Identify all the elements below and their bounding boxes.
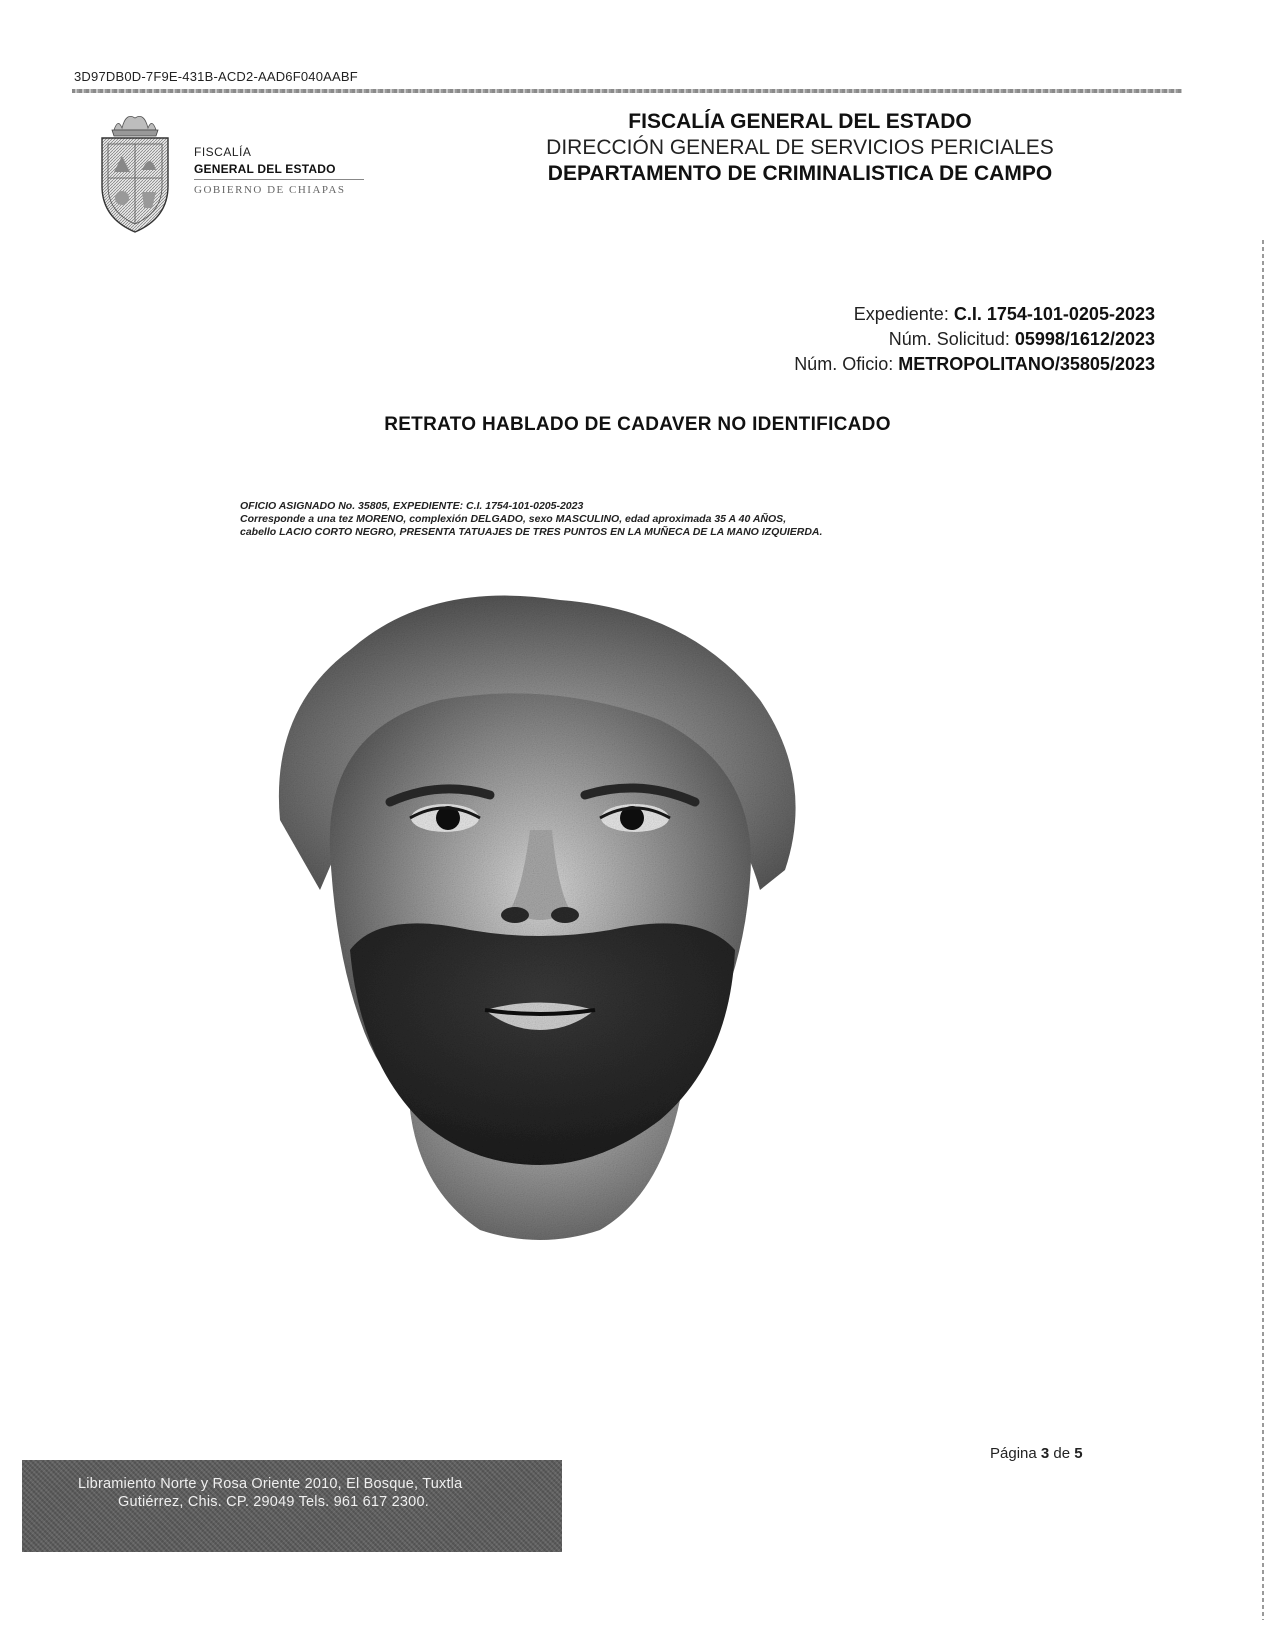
address-line-2: Gutiérrez, Chis. CP. 29049 Tels. 961 617 2300.	[118, 1494, 429, 1510]
composite-sketch-portrait	[240, 590, 840, 1290]
scan-edge	[1262, 240, 1264, 1620]
expediente-value: C.I. 1754-101-0205-2023	[953, 304, 1155, 324]
page-number	[990, 1445, 1083, 1462]
header-line-2: DIRECCIÓN GENERAL DE SERVICIOS PERICIALES	[546, 136, 1054, 159]
header-line-1: FISCALÍA GENERAL DEL ESTADO	[628, 110, 972, 133]
solicitud-label: Núm. Solicitud:	[888, 329, 1010, 349]
logo-text	[194, 145, 384, 196]
logo-divider	[194, 179, 364, 180]
description-block	[240, 500, 1000, 539]
state-crest-icon	[92, 108, 178, 236]
oficio-label: Núm. Oficio:	[794, 354, 894, 374]
oficio-row	[794, 352, 1155, 377]
address-line-1: Libramiento Norte y Rosa Oriente 2010, El Bosque, Tuxtla	[78, 1476, 463, 1492]
document-header	[440, 109, 1160, 187]
description-line-3: cabello LACIO CORTO NEGRO, PRESENTA TATUAJES DE TRES PUNTOS EN LA MUÑECA DE LA MANO IZQUIERDA.	[240, 526, 823, 538]
description-line-1: OFICIO ASIGNADO No. 35805, EXPEDIENTE: C.I. 1754-101-0205-2023	[240, 500, 584, 512]
case-references	[794, 302, 1155, 377]
document-id: 3D97DB0D-7F9E-431B-ACD2-AAD6F040AABF	[74, 69, 358, 84]
expediente-label: Expediente:	[853, 304, 949, 324]
solicitud-value: 05998/1612/2023	[1014, 329, 1155, 349]
document-title: RETRATO HABLADO DE CADAVER NO IDENTIFICADO	[384, 414, 891, 435]
address-footer	[22, 1460, 562, 1552]
expediente-row	[794, 302, 1155, 327]
page-current: 3	[1040, 1445, 1050, 1462]
logo-line-3: GOBIERNO DE CHIAPAS	[194, 184, 346, 196]
page-prefix: Página	[990, 1445, 1037, 1462]
page-total: 5	[1074, 1445, 1083, 1462]
page-separator: de	[1053, 1445, 1071, 1462]
header-line-3: DEPARTAMENTO DE CRIMINALISTICA DE CAMPO	[547, 162, 1053, 185]
header-rule	[72, 89, 1182, 93]
logo-line-2: GENERAL DEL ESTADO	[194, 162, 336, 176]
solicitud-row	[794, 327, 1155, 352]
logo-line-1: FISCALÍA	[194, 145, 252, 159]
oficio-value: METROPOLITANO/35805/2023	[898, 354, 1155, 374]
description-line-2: Corresponde a una tez MORENO, complexión DELGADO, sexo MASCULINO, edad aproximada 35 A 40 AÑOS,	[240, 513, 787, 525]
